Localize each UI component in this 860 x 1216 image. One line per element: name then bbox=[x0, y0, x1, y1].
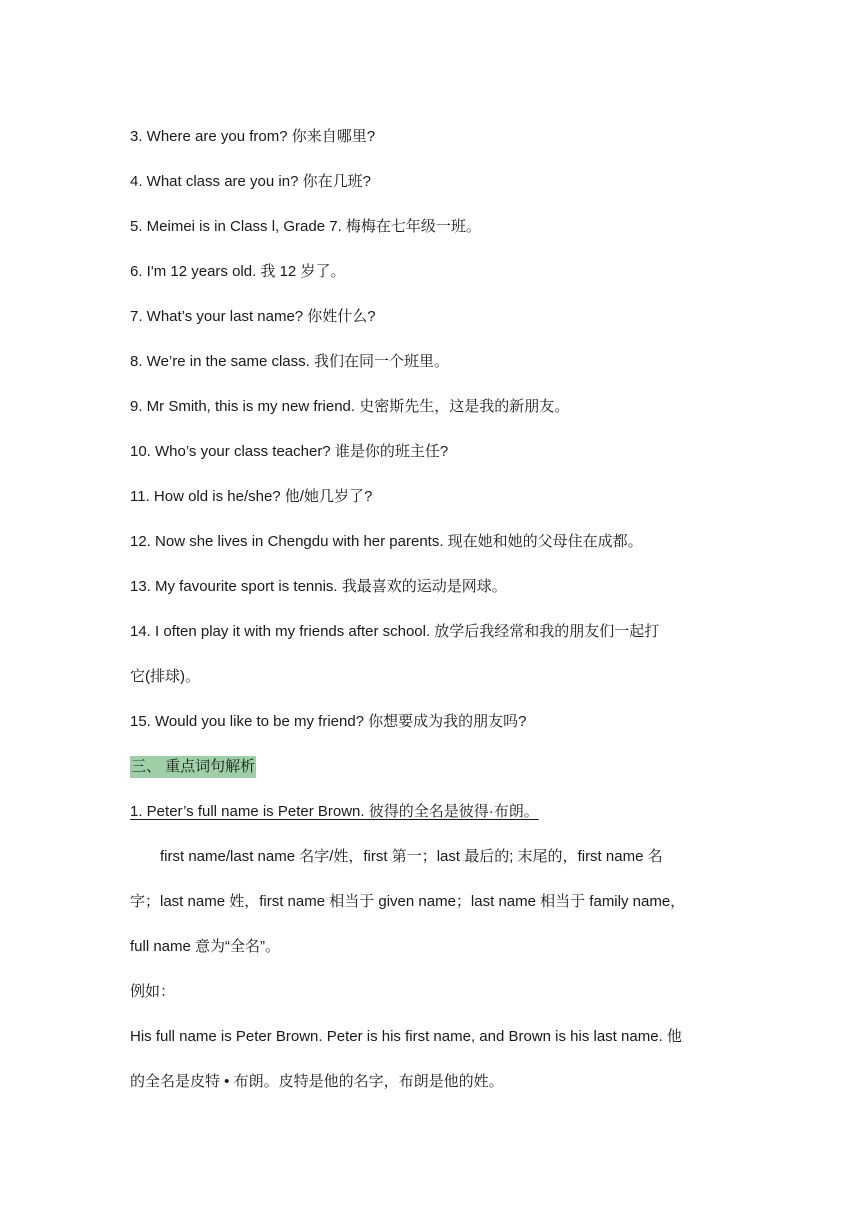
example-line-1: His full name is Peter Brown. Peter is his first name, and Brown is his last name. 他 bbox=[130, 1028, 682, 1045]
section-heading-line bbox=[130, 744, 732, 789]
sentence-6: 6. I'm 12 years old. 我 12 岁了。 bbox=[130, 263, 346, 280]
document-content bbox=[130, 114, 732, 1104]
sentence-10: 10. Who’s your class teacher? 谁是你的班主任? bbox=[130, 443, 449, 460]
sentence-3: 3. Where are you from? 你来自哪里? bbox=[130, 128, 376, 145]
point-1-title-line bbox=[130, 789, 732, 834]
explanation-line-3: full name 意为“全名”。 bbox=[130, 938, 281, 955]
sentence-13: 13. My favourite sport is tennis. 我最喜欢的运动是网球。 bbox=[130, 578, 507, 595]
sentence-9: 9. Mr Smith, this is my new friend. 史密斯先生，这是我的新朋友。 bbox=[130, 398, 570, 415]
sentence-14: 14. I often play it with my friends after school. 放学后我经常和我的朋友们一起打 bbox=[130, 623, 660, 640]
sentence-14-continued: 它(排球)。 bbox=[130, 668, 200, 685]
sentence-15: 15. Would you like to be my friend? 你想要成为我的朋友吗? bbox=[130, 713, 527, 730]
sentence-8: 8. We’re in the same class. 我们在同一个班里。 bbox=[130, 353, 449, 370]
example-label: 例如： bbox=[130, 983, 176, 1000]
sentence-7: 7. What’s your last name? 你姓什么? bbox=[130, 308, 376, 325]
explanation-line-1: first name/last name 名字/姓，first 第一；last 最后的; 末尾的，first name 名 bbox=[160, 848, 663, 865]
explanation-line-2: 字；last name 姓，first name 相当于 given name；last name 相当于 family name， bbox=[130, 893, 686, 910]
example-line-2: 的全名是皮特 • 布朗。皮特是他的名字，布朗是他的姓。 bbox=[130, 1073, 504, 1090]
point-1-title: 1. Peter’s full name is Peter Brown. 彼得的全名是彼得·布朗。 bbox=[130, 803, 539, 820]
section-heading: 三、 重点词句解析 bbox=[130, 756, 256, 778]
sentence-5: 5. Meimei is in Class l, Grade 7. 梅梅在七年级一班。 bbox=[130, 218, 481, 235]
sentence-4: 4. What class are you in? 你在几班? bbox=[130, 173, 371, 190]
sentence-11: 11. How old is he/she? 他/她几岁了? bbox=[130, 488, 373, 505]
sentence-12: 12. Now she lives in Chengdu with her parents. 现在她和她的父母住在成都。 bbox=[130, 533, 643, 550]
